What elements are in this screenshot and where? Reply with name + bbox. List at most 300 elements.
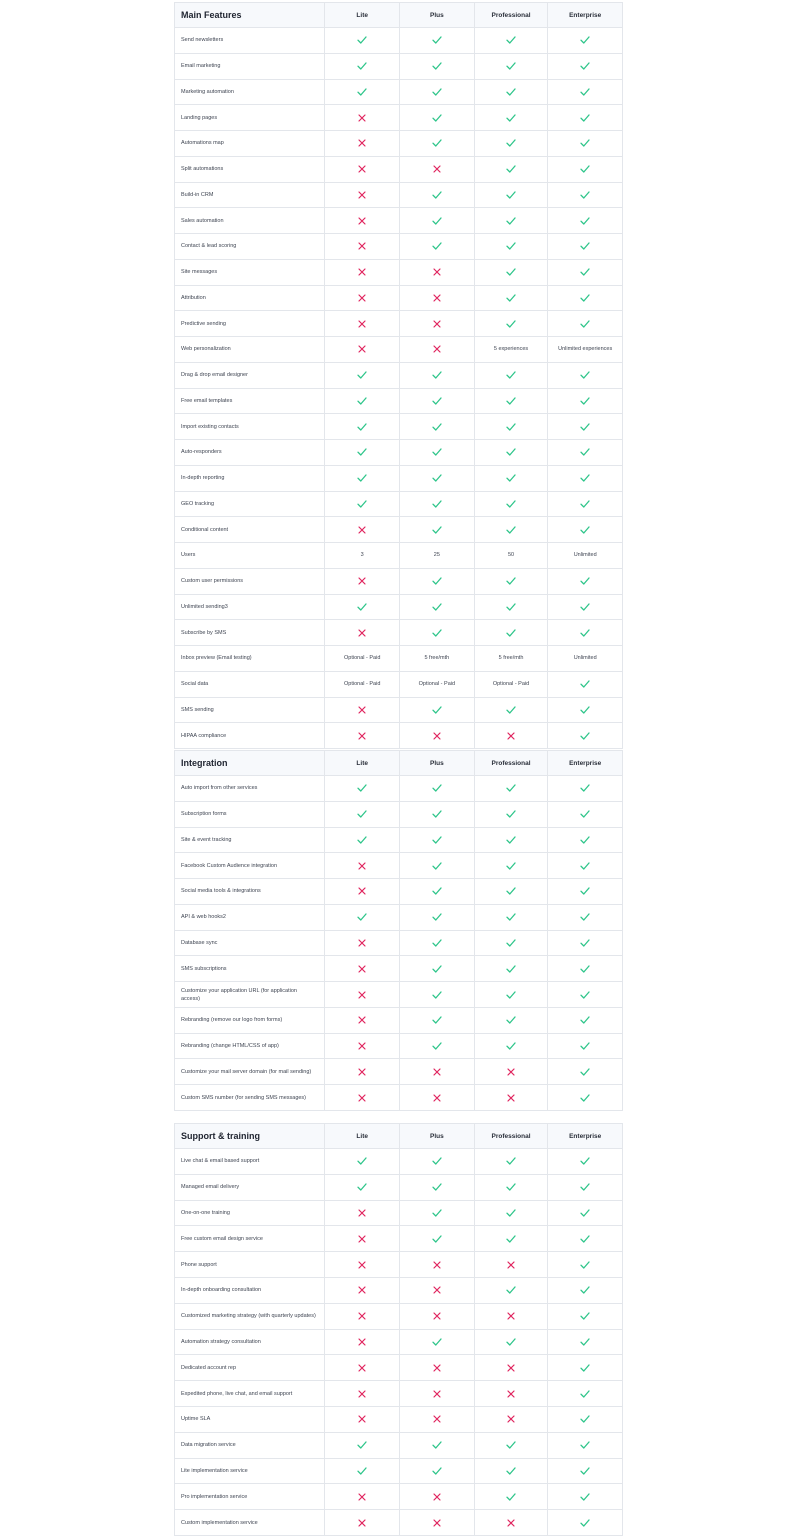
cross-icon [399, 1407, 474, 1432]
check-icon [547, 1433, 622, 1458]
check-icon [474, 105, 548, 130]
cross-icon [324, 620, 399, 645]
check-icon [399, 698, 474, 723]
check-icon [547, 776, 622, 801]
check-icon [399, 105, 474, 130]
feature-label: In-depth onboarding consultation [181, 1287, 262, 1294]
check-icon [474, 28, 548, 53]
feature-label: Pro implementation service [181, 1493, 248, 1500]
feature-label: API & web hooks2 [181, 914, 226, 921]
feature-label: Drag & drop email designer [181, 372, 248, 379]
check-icon [474, 1433, 548, 1458]
check-icon [399, 853, 474, 878]
check-icon [324, 595, 399, 620]
check-icon [399, 620, 474, 645]
table-row [175, 363, 622, 389]
check-icon [474, 1034, 548, 1059]
plan-header: Enterprise [547, 3, 622, 27]
plan-value: 5 free/mth [399, 646, 474, 671]
check-icon [547, 1278, 622, 1303]
feature-label: Subscription forms [181, 811, 227, 818]
plan-value: 25 [399, 543, 474, 568]
check-icon [547, 517, 622, 542]
check-icon [324, 1433, 399, 1458]
feature-label: Data migration service [181, 1442, 236, 1449]
feature-label: Build-in CRM [181, 191, 214, 198]
check-icon [474, 905, 548, 930]
check-icon [399, 208, 474, 233]
table-row [175, 853, 622, 879]
feature-label: Auto-responders [181, 449, 222, 456]
table-row [175, 723, 622, 749]
table-row [175, 234, 622, 260]
table-row [175, 1252, 622, 1278]
feature-label: Import existing contacts [181, 423, 239, 430]
check-icon [547, 1034, 622, 1059]
feature-label: Unlimited sending3 [181, 603, 228, 610]
check-icon [474, 879, 548, 904]
feature-label: Customize your mail server domain (for mail sending) [181, 1068, 312, 1075]
check-icon [547, 286, 622, 311]
cross-icon [474, 1355, 548, 1380]
check-icon [474, 440, 548, 465]
check-icon [547, 931, 622, 956]
check-icon [474, 595, 548, 620]
plan-value: Unlimited [547, 543, 622, 568]
table-row [175, 414, 622, 440]
plan-value: Unlimited [547, 646, 622, 671]
table-row [175, 286, 622, 312]
feature-label: Database sync [181, 939, 218, 946]
cross-icon [324, 1059, 399, 1084]
check-icon [399, 28, 474, 53]
check-icon [547, 905, 622, 930]
feature-label: Contact & lead scoring [181, 243, 237, 250]
check-icon [547, 1008, 622, 1033]
check-icon [324, 466, 399, 491]
table-row [175, 1330, 622, 1356]
plan-header: Plus [399, 751, 474, 775]
feature-label: Users [181, 552, 196, 559]
check-icon [547, 183, 622, 208]
cross-icon [474, 723, 548, 748]
plan-header: Plus [399, 3, 474, 27]
table-row [175, 543, 622, 569]
plan-header: Professional [474, 1124, 548, 1148]
check-icon [474, 363, 548, 388]
table-row [175, 1381, 622, 1407]
check-icon [547, 28, 622, 53]
cross-icon [399, 1085, 474, 1110]
cross-icon [474, 1304, 548, 1329]
check-icon [547, 1252, 622, 1277]
check-icon [547, 311, 622, 336]
check-icon [547, 853, 622, 878]
check-icon [474, 1008, 548, 1033]
cross-icon [324, 1085, 399, 1110]
check-icon [324, 905, 399, 930]
check-icon [474, 776, 548, 801]
feature-label: Customized marketing strategy (with quarterly updates) [181, 1313, 316, 1320]
feature-label: Rebranding (remove our logo from forms) [181, 1017, 283, 1024]
check-icon [324, 776, 399, 801]
cross-icon [324, 131, 399, 156]
feature-label: SMS sending [181, 706, 214, 713]
plan-value: 3 [324, 543, 399, 568]
cross-icon [474, 1381, 548, 1406]
cross-icon [474, 1252, 548, 1277]
check-icon [324, 828, 399, 853]
table-row [175, 879, 622, 905]
table-row [175, 1085, 622, 1111]
check-icon [547, 982, 622, 1007]
table-row [175, 982, 622, 1008]
table-row [175, 1034, 622, 1060]
check-icon [399, 466, 474, 491]
table-row [175, 492, 622, 518]
table-row [175, 80, 622, 106]
check-icon [399, 80, 474, 105]
table-row [175, 260, 622, 286]
plan-value: Unlimited experiences [547, 337, 622, 362]
feature-label: Lite implementation service [181, 1467, 248, 1474]
check-icon [474, 208, 548, 233]
feature-label: Auto import from other services [181, 785, 258, 792]
cross-icon [324, 286, 399, 311]
check-icon [399, 389, 474, 414]
cross-icon [324, 956, 399, 981]
cross-icon [324, 157, 399, 182]
check-icon [547, 1407, 622, 1432]
table-row [175, 1059, 622, 1085]
check-icon [474, 931, 548, 956]
check-icon [324, 389, 399, 414]
plan-header: Lite [324, 3, 399, 27]
cross-icon [324, 337, 399, 362]
check-icon [474, 466, 548, 491]
check-icon [547, 802, 622, 827]
table-row [175, 28, 622, 54]
cross-icon [324, 1407, 399, 1432]
check-icon [399, 363, 474, 388]
cross-icon [474, 1059, 548, 1084]
check-icon [474, 802, 548, 827]
check-icon [474, 956, 548, 981]
feature-label: Site & event tracking [181, 836, 232, 843]
check-icon [547, 698, 622, 723]
feature-label: Sales automation [181, 217, 224, 224]
check-icon [474, 569, 548, 594]
table-row [175, 208, 622, 234]
check-icon [399, 1034, 474, 1059]
check-icon [547, 363, 622, 388]
check-icon [547, 1085, 622, 1110]
table-row [175, 569, 622, 595]
cross-icon [399, 1059, 474, 1084]
cross-icon [399, 1252, 474, 1277]
check-icon [399, 54, 474, 79]
check-icon [547, 440, 622, 465]
plan-value: 5 free/mth [474, 646, 548, 671]
check-icon [324, 80, 399, 105]
check-icon [547, 1304, 622, 1329]
check-icon [399, 879, 474, 904]
feature-label: Live chat & email based support [181, 1158, 260, 1165]
cross-icon [324, 183, 399, 208]
table-row [175, 311, 622, 337]
check-icon [474, 157, 548, 182]
check-icon [324, 802, 399, 827]
check-icon [547, 879, 622, 904]
table-row [175, 1433, 622, 1459]
cross-icon [324, 1510, 399, 1535]
check-icon [324, 1175, 399, 1200]
cross-icon [474, 1510, 548, 1535]
check-icon [547, 466, 622, 491]
check-icon [547, 80, 622, 105]
cross-icon [399, 723, 474, 748]
check-icon [324, 440, 399, 465]
plan-value: 5 experiences [474, 337, 548, 362]
feature-label: Social media tools & integrations [181, 888, 261, 895]
cross-icon [399, 1278, 474, 1303]
check-icon [547, 1226, 622, 1251]
plan-value: Optional - Paid [399, 672, 474, 697]
feature-label: Free email templates [181, 397, 233, 404]
check-icon [474, 389, 548, 414]
check-icon [474, 698, 548, 723]
table-row [175, 1510, 622, 1536]
feature-label: HIPAA compliance [181, 732, 227, 739]
check-icon [547, 1175, 622, 1200]
table-row [175, 905, 622, 931]
plan-header: Enterprise [547, 1124, 622, 1148]
check-icon [474, 1201, 548, 1226]
cross-icon [399, 260, 474, 285]
check-icon [474, 1459, 548, 1484]
check-icon [547, 389, 622, 414]
cross-icon [324, 517, 399, 542]
check-icon [324, 492, 399, 517]
cross-icon [324, 931, 399, 956]
check-icon [474, 853, 548, 878]
check-icon [547, 131, 622, 156]
table-row [175, 389, 622, 415]
check-icon [324, 1149, 399, 1174]
cross-icon [324, 1304, 399, 1329]
check-icon [474, 234, 548, 259]
cross-icon [324, 723, 399, 748]
section-title: Integration [181, 758, 228, 768]
cross-icon [324, 234, 399, 259]
check-icon [399, 131, 474, 156]
check-icon [399, 1008, 474, 1033]
check-icon [547, 1381, 622, 1406]
feature-label: Send newsletters [181, 37, 224, 44]
feature-label: Dedicated account rep [181, 1364, 237, 1371]
feature-label: Predictive sending [181, 320, 226, 327]
check-icon [474, 1484, 548, 1509]
cross-icon [324, 1008, 399, 1033]
table-row [175, 1459, 622, 1485]
check-icon [547, 234, 622, 259]
check-icon [547, 569, 622, 594]
cross-icon [399, 1484, 474, 1509]
plan-header: Lite [324, 1124, 399, 1148]
check-icon [474, 1330, 548, 1355]
cross-icon [324, 1484, 399, 1509]
cross-icon [474, 1407, 548, 1432]
cross-icon [324, 1278, 399, 1303]
check-icon [474, 80, 548, 105]
check-icon [399, 414, 474, 439]
check-icon [399, 956, 474, 981]
check-icon [474, 183, 548, 208]
feature-label: Attribution [181, 294, 206, 301]
feature-label: Customize your application URL (for application access) [181, 987, 297, 1002]
check-icon [399, 595, 474, 620]
feature-label: GEO tracking [181, 500, 215, 507]
check-icon [399, 440, 474, 465]
cross-icon [324, 1355, 399, 1380]
check-icon [547, 1484, 622, 1509]
table-row [175, 1226, 622, 1252]
cross-icon [399, 337, 474, 362]
cross-icon [474, 1085, 548, 1110]
table-row [175, 1201, 622, 1227]
check-icon [474, 131, 548, 156]
table-row [175, 1304, 622, 1330]
table-row [175, 698, 622, 724]
check-icon [324, 28, 399, 53]
check-icon [474, 1226, 548, 1251]
cross-icon [399, 286, 474, 311]
feature-label: Free custom email design service [181, 1235, 263, 1242]
check-icon [474, 311, 548, 336]
table-row [175, 337, 622, 363]
feature-label: Marketing automation [181, 88, 234, 95]
check-icon [547, 105, 622, 130]
check-icon [474, 1278, 548, 1303]
table-row [175, 646, 622, 672]
table-row [175, 776, 622, 802]
check-icon [399, 569, 474, 594]
check-icon [474, 492, 548, 517]
check-icon [547, 1459, 622, 1484]
check-icon [399, 1226, 474, 1251]
table-row [175, 620, 622, 646]
check-icon [547, 260, 622, 285]
table-row [175, 802, 622, 828]
cross-icon [324, 879, 399, 904]
cross-icon [324, 982, 399, 1007]
check-icon [399, 183, 474, 208]
feature-label: Phone support [181, 1261, 217, 1268]
feature-label: Custom user permissions [181, 578, 244, 585]
feature-label: SMS subscriptions [181, 965, 227, 972]
check-icon [399, 982, 474, 1007]
check-icon [547, 828, 622, 853]
check-icon [474, 54, 548, 79]
check-icon [474, 517, 548, 542]
plan-value: Optional - Paid [474, 672, 548, 697]
table-row [175, 517, 622, 543]
check-icon [399, 1175, 474, 1200]
table-row [175, 105, 622, 131]
feature-label: Web personalization [181, 346, 231, 353]
plan-header: Plus [399, 1124, 474, 1148]
table-row [175, 183, 622, 209]
check-icon [547, 620, 622, 645]
feature-label: Custom SMS number (for sending SMS messages) [181, 1094, 307, 1101]
check-icon [399, 802, 474, 827]
check-icon [547, 157, 622, 182]
cross-icon [324, 105, 399, 130]
check-icon [399, 1201, 474, 1226]
table-row [175, 157, 622, 183]
cross-icon [324, 208, 399, 233]
table-row [175, 54, 622, 80]
feature-label: Automation strategy consultation [181, 1338, 261, 1345]
table-row [175, 1175, 622, 1201]
table-row [175, 440, 622, 466]
check-icon [474, 414, 548, 439]
check-icon [547, 595, 622, 620]
table-row [175, 672, 622, 698]
feature-label: Conditional content [181, 526, 229, 533]
check-icon [547, 672, 622, 697]
table-row [175, 1008, 622, 1034]
cross-icon [399, 157, 474, 182]
plan-header: Lite [324, 751, 399, 775]
feature-label: Split automations [181, 166, 224, 173]
plan-header: Professional [474, 3, 548, 27]
feature-label: Automations map [181, 140, 224, 147]
check-icon [474, 1175, 548, 1200]
section-title: Support & training [181, 1131, 260, 1141]
cross-icon [324, 311, 399, 336]
cross-icon [324, 1381, 399, 1406]
cross-icon [324, 1226, 399, 1251]
check-icon [474, 286, 548, 311]
table-row [175, 931, 622, 957]
check-icon [547, 1149, 622, 1174]
check-icon [399, 1433, 474, 1458]
table-row [175, 595, 622, 621]
cross-icon [324, 260, 399, 285]
check-icon [547, 54, 622, 79]
cross-icon [324, 1201, 399, 1226]
check-icon [324, 363, 399, 388]
plan-header: Enterprise [547, 751, 622, 775]
check-icon [474, 260, 548, 285]
check-icon [547, 723, 622, 748]
feature-label: Social data [181, 681, 209, 688]
feature-label: Landing pages [181, 114, 218, 121]
cross-icon [399, 1304, 474, 1329]
feature-label: Custom implementation service [181, 1519, 258, 1526]
table-row [175, 1407, 622, 1433]
feature-label: Expedited phone, live chat, and email support [181, 1390, 293, 1397]
table-row [175, 956, 622, 982]
check-icon [547, 956, 622, 981]
section-table-2 [174, 1123, 623, 1536]
check-icon [547, 1355, 622, 1380]
cross-icon [399, 311, 474, 336]
check-icon [474, 982, 548, 1007]
cross-icon [399, 1355, 474, 1380]
check-icon [399, 517, 474, 542]
